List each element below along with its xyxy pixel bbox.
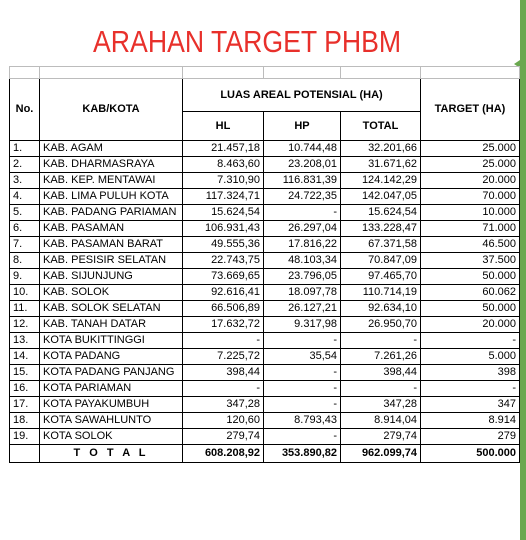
cell-total: 347,28 (341, 397, 421, 413)
cell-hp: 17.816,22 (264, 237, 341, 253)
cell-name: KAB. PESISIR SELATAN (40, 253, 183, 269)
cell-name: KAB. SIJUNJUNG (40, 269, 183, 285)
cell-total: 124.142,29 (341, 173, 421, 189)
cell-hl: - (183, 381, 264, 397)
cell-target: 20.000 (421, 173, 520, 189)
table-row (10, 285, 520, 301)
cell-no: 3. (10, 173, 40, 189)
spacer-row (10, 67, 520, 79)
cell-hp: 48.103,34 (264, 253, 341, 269)
header-total: TOTAL (341, 112, 421, 141)
cell-total: 8.914,04 (341, 413, 421, 429)
cell-total: 15.624,54 (341, 205, 421, 221)
cell-no: 8. (10, 253, 40, 269)
cell-hp: 26.297,04 (264, 221, 341, 237)
table-row (10, 237, 520, 253)
cell-target: 46.500 (421, 237, 520, 253)
cell-name: KOTA BUKITTINGGI (40, 333, 183, 349)
cell-hp: 8.793,43 (264, 413, 341, 429)
cell-hl: 17.632,72 (183, 317, 264, 333)
cell-total: 67.371,58 (341, 237, 421, 253)
header-luas: LUAS AREAL POTENSIAL (HA) (183, 79, 421, 112)
cell-hp: - (264, 205, 341, 221)
cell-no: 11. (10, 301, 40, 317)
cell-name: KOTA PADANG (40, 349, 183, 365)
cell-no: 2. (10, 157, 40, 173)
cell-name: KAB. TANAH DATAR (40, 317, 183, 333)
cell-target: 20.000 (421, 317, 520, 333)
cell-no: 16. (10, 381, 40, 397)
cell-no: 1. (10, 141, 40, 157)
cell-hl: 15.624,54 (183, 205, 264, 221)
table-row (10, 413, 520, 429)
table-row (10, 189, 520, 205)
cell-no: 19. (10, 429, 40, 445)
cell-total: 26.950,70 (341, 317, 421, 333)
cell-hp: 116.831,39 (264, 173, 341, 189)
table-row (10, 253, 520, 269)
table-row (10, 205, 520, 221)
cell-hp: 26.127,21 (264, 301, 341, 317)
cell-hl: 22.743,75 (183, 253, 264, 269)
total-row (10, 445, 520, 463)
table-row (10, 317, 520, 333)
cell-hl: 8.463,60 (183, 157, 264, 173)
cell-total: 7.261,26 (341, 349, 421, 365)
target-table (9, 66, 520, 463)
cell-name: KAB. PASAMAN (40, 221, 183, 237)
cell-no (10, 445, 40, 463)
cell-name: KAB. DHARMASRAYA (40, 157, 183, 173)
cell-hp: - (264, 429, 341, 445)
table-row (10, 333, 520, 349)
cell-total: 31.671,62 (341, 157, 421, 173)
cell-no: 4. (10, 189, 40, 205)
cell-hp: - (264, 333, 341, 349)
cell-no: 9. (10, 269, 40, 285)
cell-name: KAB. SOLOK SELATAN (40, 301, 183, 317)
table-row (10, 301, 520, 317)
table-row (10, 365, 520, 381)
cell-name: KOTA SOLOK (40, 429, 183, 445)
cell-name: KAB. LIMA PULUH KOTA (40, 189, 183, 205)
cell-hp: 24.722,35 (264, 189, 341, 205)
total-hl: 608.208,92 (183, 445, 264, 463)
cell-hl: 120,60 (183, 413, 264, 429)
cell-target: 71.000 (421, 221, 520, 237)
cell-no: 15. (10, 365, 40, 381)
header-row-1 (10, 79, 520, 112)
cell-target: 347 (421, 397, 520, 413)
page-title: ARAHAN TARGET PHBM (93, 24, 402, 59)
cell-total: 97.465,70 (341, 269, 421, 285)
table-row (10, 141, 520, 157)
cell-name: KOTA PAYAKUMBUH (40, 397, 183, 413)
cell-total: 70.847,09 (341, 253, 421, 269)
cell-no: 7. (10, 237, 40, 253)
cell-hl: 106.931,43 (183, 221, 264, 237)
cell-total: 279,74 (341, 429, 421, 445)
cell-target: 5.000 (421, 349, 520, 365)
cell-hp: 23.796,05 (264, 269, 341, 285)
table-row (10, 157, 520, 173)
cell-no: 5. (10, 205, 40, 221)
header-hl: HL (183, 112, 264, 141)
cell-total: 32.201,66 (341, 141, 421, 157)
header-no: No. (10, 79, 40, 141)
cell-target: 60.062 (421, 285, 520, 301)
cell-target: - (421, 333, 520, 349)
cell-name: KAB. PASAMAN BARAT (40, 237, 183, 253)
cell-hl: - (183, 333, 264, 349)
cell-total: 133.228,47 (341, 221, 421, 237)
cell-target: 398 (421, 365, 520, 381)
cell-name: KAB. SOLOK (40, 285, 183, 301)
cell-no: 18. (10, 413, 40, 429)
cell-target: 8.914 (421, 413, 520, 429)
cell-name: KOTA PARIAMAN (40, 381, 183, 397)
cell-hp: 9.317,98 (264, 317, 341, 333)
cell-name: KAB. AGAM (40, 141, 183, 157)
cell-total: 398,44 (341, 365, 421, 381)
cell-name: KOTA PADANG PANJANG (40, 365, 183, 381)
cell-total: 142.047,05 (341, 189, 421, 205)
cell-target: 10.000 (421, 205, 520, 221)
cell-hl: 398,44 (183, 365, 264, 381)
cell-hl: 279,74 (183, 429, 264, 445)
cell-hl: 21.457,18 (183, 141, 264, 157)
cell-target: - (421, 381, 520, 397)
accent-bar (520, 0, 526, 540)
cell-target: 37.500 (421, 253, 520, 269)
cell-no: 13. (10, 333, 40, 349)
cell-name: KAB. PADANG PARIAMAN (40, 205, 183, 221)
cell-total: - (341, 333, 421, 349)
cell-no: 14. (10, 349, 40, 365)
cell-target: 279 (421, 429, 520, 445)
cell-hl: 117.324,71 (183, 189, 264, 205)
cell-total: - (341, 381, 421, 397)
cell-hl: 7.225,72 (183, 349, 264, 365)
header-target: TARGET (HA) (421, 79, 520, 141)
cell-hp: 18.097,78 (264, 285, 341, 301)
cell-target: 25.000 (421, 157, 520, 173)
cell-total: 92.634,10 (341, 301, 421, 317)
cell-no: 17. (10, 397, 40, 413)
cell-target: 50.000 (421, 269, 520, 285)
total-hp: 353.890,82 (264, 445, 341, 463)
cell-hp: 23.208,01 (264, 157, 341, 173)
cell-total: 110.714,19 (341, 285, 421, 301)
cell-hp: - (264, 397, 341, 413)
cell-name: KAB. KEP. MENTAWAI (40, 173, 183, 189)
total-label: T O T A L (40, 445, 183, 463)
cell-hl: 7.310,90 (183, 173, 264, 189)
cell-hp: 35,54 (264, 349, 341, 365)
cell-hl: 347,28 (183, 397, 264, 413)
table-row (10, 381, 520, 397)
cell-hl: 92.616,41 (183, 285, 264, 301)
cell-hp: - (264, 365, 341, 381)
cell-target: 25.000 (421, 141, 520, 157)
cell-target: 50.000 (421, 301, 520, 317)
table-row (10, 429, 520, 445)
cell-hl: 66.506,89 (183, 301, 264, 317)
cell-no: 12. (10, 317, 40, 333)
total-total: 962.099,74 (341, 445, 421, 463)
header-kab: KAB/KOTA (40, 79, 183, 141)
table-row (10, 349, 520, 365)
table-row (10, 397, 520, 413)
table-row (10, 221, 520, 237)
header-hp: HP (264, 112, 341, 141)
cell-hl: 73.669,65 (183, 269, 264, 285)
cell-hp: - (264, 381, 341, 397)
cell-no: 6. (10, 221, 40, 237)
cell-name: KOTA SAWAHLUNTO (40, 413, 183, 429)
cell-target: 70.000 (421, 189, 520, 205)
table-row (10, 173, 520, 189)
table-row (10, 269, 520, 285)
total-target: 500.000 (421, 445, 520, 463)
cell-hl: 49.555,36 (183, 237, 264, 253)
cell-no: 10. (10, 285, 40, 301)
cell-hp: 10.744,48 (264, 141, 341, 157)
